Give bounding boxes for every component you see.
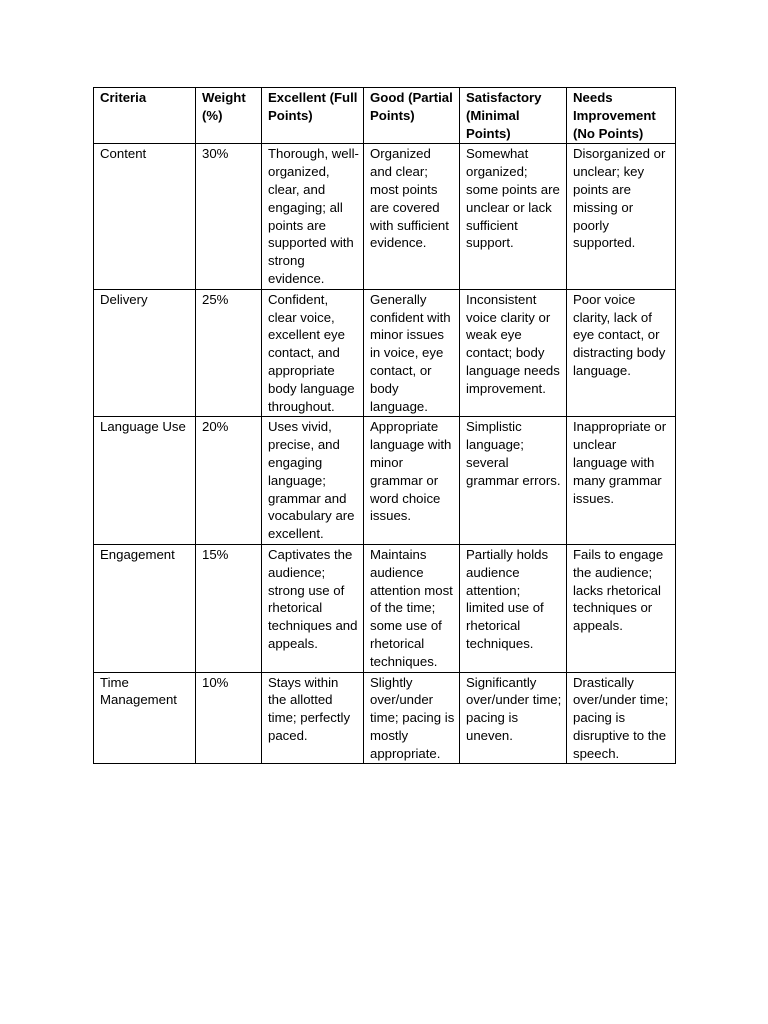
- rubric-table: [93, 87, 676, 764]
- cell-excellent: Confident, clear voice, excellent eye contact, and appropriate body language throughout.: [262, 289, 364, 417]
- cell-weight: 10%: [196, 672, 262, 764]
- cell-good: Organized and clear; most points are covered with sufficient evidence.: [364, 144, 460, 289]
- cell-weight: 30%: [196, 144, 262, 289]
- cell-weight: 25%: [196, 289, 262, 417]
- cell-good: Maintains audience attention most of the time; some use of rhetorical techniques.: [364, 544, 460, 672]
- table-row: [94, 144, 676, 289]
- cell-excellent: Captivates the audience; strong use of rhetorical techniques and appeals.: [262, 544, 364, 672]
- cell-excellent: Thorough, well-organized, clear, and engaging; all points are supported with strong evidence.: [262, 144, 364, 289]
- cell-needs-improvement: Inappropriate or unclear language with many grammar issues.: [567, 417, 676, 545]
- cell-needs-improvement: Fails to engage the audience; lacks rhetorical techniques or appeals.: [567, 544, 676, 672]
- cell-criteria: Language Use: [94, 417, 196, 545]
- cell-criteria: Content: [94, 144, 196, 289]
- cell-weight: 20%: [196, 417, 262, 545]
- cell-satisfactory: Inconsistent voice clarity or weak eye contact; body language needs improvement.: [460, 289, 567, 417]
- cell-satisfactory: Partially holds audience attention; limited use of rhetorical techniques.: [460, 544, 567, 672]
- header-satisfactory: Satisfactory (Minimal Points): [460, 88, 567, 144]
- cell-good: Slightly over/under time; pacing is mostly appropriate.: [364, 672, 460, 764]
- cell-criteria: Engagement: [94, 544, 196, 672]
- cell-needs-improvement: Drastically over/under time; pacing is disruptive to the speech.: [567, 672, 676, 764]
- table-row: [94, 289, 676, 417]
- table-row: [94, 544, 676, 672]
- cell-satisfactory: Significantly over/under time; pacing is uneven.: [460, 672, 567, 764]
- cell-criteria: Time Management: [94, 672, 196, 764]
- table-row: [94, 417, 676, 545]
- header-weight: Weight (%): [196, 88, 262, 144]
- header-good: Good (Partial Points): [364, 88, 460, 144]
- header-row: [94, 88, 676, 144]
- header-excellent: Excellent (Full Points): [262, 88, 364, 144]
- header-criteria: Criteria: [94, 88, 196, 144]
- header-needs-improvement: Needs Improvement (No Points): [567, 88, 676, 144]
- cell-good: Generally confident with minor issues in voice, eye contact, or body language.: [364, 289, 460, 417]
- cell-satisfactory: Simplistic language; several grammar errors.: [460, 417, 567, 545]
- cell-needs-improvement: Poor voice clarity, lack of eye contact, or distracting body language.: [567, 289, 676, 417]
- cell-satisfactory: Somewhat organized; some points are unclear or lack sufficient support.: [460, 144, 567, 289]
- cell-excellent: Stays within the allotted time; perfectly paced.: [262, 672, 364, 764]
- cell-criteria: Delivery: [94, 289, 196, 417]
- table-row: [94, 672, 676, 764]
- cell-good: Appropriate language with minor grammar or word choice issues.: [364, 417, 460, 545]
- cell-excellent: Uses vivid, precise, and engaging language; grammar and vocabulary are excellent.: [262, 417, 364, 545]
- cell-needs-improvement: Disorganized or unclear; key points are missing or poorly supported.: [567, 144, 676, 289]
- cell-weight: 15%: [196, 544, 262, 672]
